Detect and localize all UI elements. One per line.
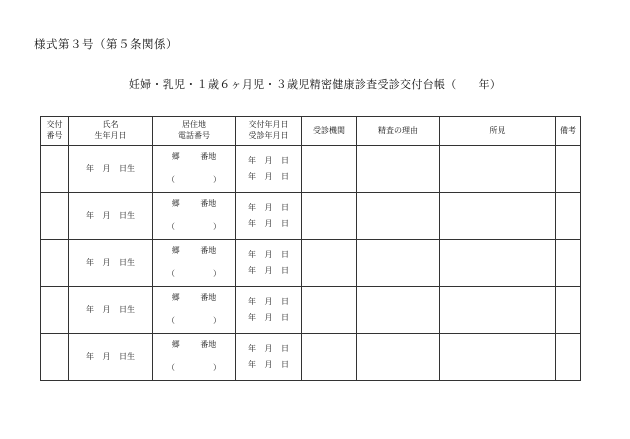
phone-line [167,363,221,374]
issue-date-field [236,247,301,263]
phone-close-paren: ） [213,269,221,279]
exam-year-label: 年 [247,266,256,275]
header-address: 居住地 [182,120,206,130]
issue-month-label: 月 [264,250,273,259]
address-phone-cell[interactable] [153,240,236,287]
dates-cell[interactable] [236,146,302,193]
birth-day-label: 日生 [119,304,136,314]
header-dates [236,117,302,146]
birth-month-label: 月 [102,351,111,361]
address-banchi-label: 番地 [200,152,217,161]
issue-month-label: 月 [264,297,273,306]
remarks-cell[interactable] [556,334,581,381]
birth-year-label: 年 [85,351,94,361]
phone-close-paren: ） [213,316,221,326]
exam-year-label: 年 [247,313,256,322]
address-banchi-label: 番地 [200,246,217,255]
exam-month-label: 月 [264,313,273,322]
address-banchi-label: 番地 [200,293,217,302]
exam-year-label: 年 [247,360,256,369]
birthdate-field [69,305,152,316]
issue-number-cell[interactable] [41,193,69,240]
exam-date-field [236,310,301,326]
institution-cell[interactable] [302,240,357,287]
table-row [41,193,581,240]
address-line [153,293,235,304]
dates-cell[interactable] [236,240,302,287]
exam-month-label: 月 [264,219,273,228]
phone-open-paren: （ [167,175,175,185]
phone-close-paren: ） [213,175,221,185]
address-phone-cell[interactable] [153,287,236,334]
issue-day-label: 日 [281,297,290,306]
exam-year-label: 年 [247,172,256,181]
issue-date-field [236,294,301,310]
birth-month-label: 月 [102,210,111,220]
name-birth-cell[interactable] [69,334,153,381]
header-findings: 所見 [440,117,556,146]
issue-year-label: 年 [247,344,256,353]
birth-day-label: 日生 [119,210,136,220]
phone-close-paren: ） [213,222,221,232]
name-birth-cell[interactable] [69,146,153,193]
birth-year-label: 年 [85,304,94,314]
issue-year-label: 年 [247,203,256,212]
header-institution: 受診機関 [302,117,357,146]
institution-cell[interactable] [302,146,357,193]
remarks-cell[interactable] [556,146,581,193]
register-title [0,76,630,92]
exam-day-label: 日 [281,219,290,228]
reason-cell[interactable] [357,240,440,287]
exam-date-field [236,216,301,232]
name-birth-cell[interactable] [69,240,153,287]
birth-year-label: 年 [85,210,94,220]
phone-line [167,269,221,280]
institution-cell[interactable] [302,334,357,381]
birth-day-label: 日生 [119,163,136,173]
form-number: 様式第３号（第５条関係） [34,37,178,51]
table-row [41,334,581,381]
exam-month-label: 月 [264,360,273,369]
issue-day-label: 日 [281,156,290,165]
address-line [153,340,235,351]
birth-day-label: 日生 [119,351,136,361]
address-gou-label: 郷 [171,293,180,302]
exam-day-label: 日 [281,360,290,369]
header-exam-date: 受診年月日 [248,131,289,140]
exam-year-label: 年 [247,219,256,228]
name-birth-cell[interactable] [69,193,153,240]
header-reason: 精査の理由 [357,117,440,146]
phone-line [167,316,221,327]
table-row [41,287,581,334]
phone-open-paren: （ [167,363,175,373]
phone-open-paren: （ [167,316,175,326]
header-phone: 電話番号 [178,131,210,140]
address-phone-cell[interactable] [153,146,236,193]
name-birth-cell[interactable] [69,287,153,334]
issue-date-field [236,341,301,357]
phone-open-paren: （ [167,269,175,279]
issue-date-field [236,200,301,216]
issue-day-label: 日 [281,203,290,212]
address-banchi-label: 番地 [200,199,217,208]
dates-cell[interactable] [236,287,302,334]
institution-cell[interactable] [302,193,357,240]
birth-month-label: 月 [102,257,111,267]
year-label: 年） [478,78,502,91]
exam-month-label: 月 [264,172,273,181]
header-address-phone [153,117,236,146]
issue-year-label: 年 [247,250,256,259]
address-line [153,199,235,210]
findings-cell[interactable] [440,240,556,287]
header-remarks: 備考 [556,117,581,146]
issue-date-field [236,153,301,169]
address-phone-cell[interactable] [153,193,236,240]
reason-cell[interactable] [357,334,440,381]
exam-day-label: 日 [281,266,290,275]
header-issue-date: 交付年月日 [248,120,289,130]
findings-cell[interactable] [440,193,556,240]
header-row [41,117,581,146]
address-gou-label: 郷 [171,340,180,349]
address-line [153,246,235,257]
birthdate-field [69,164,152,175]
table-row [41,146,581,193]
birthdate-field [69,258,152,269]
remarks-cell[interactable] [556,287,581,334]
exam-date-field [236,169,301,185]
header-name: 氏名 [102,120,119,130]
birthdate-field [69,211,152,222]
phone-close-paren: ） [213,363,221,373]
remarks-cell[interactable] [556,193,581,240]
findings-cell[interactable] [440,287,556,334]
remarks-cell[interactable] [556,240,581,287]
issue-number-cell[interactable] [41,287,69,334]
birth-year-label: 年 [85,257,94,267]
issue-month-label: 月 [264,156,273,165]
phone-open-paren: （ [167,222,175,232]
issue-day-label: 日 [281,344,290,353]
header-issue-number-line2: 番号 [46,131,63,140]
birth-month-label: 月 [102,163,111,173]
reason-cell[interactable] [357,146,440,193]
address-phone-cell[interactable] [153,334,236,381]
phone-line [167,222,221,233]
dates-cell[interactable] [236,334,302,381]
issue-number-cell[interactable] [41,334,69,381]
birth-year-label: 年 [85,163,94,173]
issue-year-label: 年 [247,297,256,306]
institution-cell[interactable] [302,287,357,334]
exam-date-field [236,357,301,373]
birthdate-field [69,352,152,363]
address-line [153,152,235,163]
table-row [41,240,581,287]
findings-cell[interactable] [440,146,556,193]
issue-day-label: 日 [281,250,290,259]
issue-month-label: 月 [264,344,273,353]
birth-month-label: 月 [102,304,111,314]
register-table [40,116,581,381]
issue-year-label: 年 [247,156,256,165]
header-issue-number-line1: 交付 [46,120,63,130]
address-gou-label: 郷 [171,246,180,255]
exam-month-label: 月 [264,266,273,275]
header-name-birthdate [69,117,153,146]
address-gou-label: 郷 [171,199,180,208]
exam-day-label: 日 [281,172,290,181]
exam-date-field [236,263,301,279]
findings-cell[interactable] [440,334,556,381]
header-birthdate: 生年月日 [94,131,127,140]
reason-cell[interactable] [357,287,440,334]
birth-day-label: 日生 [119,257,136,267]
issue-month-label: 月 [264,203,273,212]
exam-day-label: 日 [281,313,290,322]
header-issue-number [41,117,69,146]
register-title-text: 妊婦・乳児・１歳６ヶ月児・３歳児精密健康診査受診交付台帳（ [128,78,457,91]
phone-line [167,175,221,186]
reason-cell[interactable] [357,193,440,240]
issue-number-cell[interactable] [41,146,69,193]
address-gou-label: 郷 [171,152,180,161]
dates-cell[interactable] [236,193,302,240]
address-banchi-label: 番地 [200,340,217,349]
issue-number-cell[interactable] [41,240,69,287]
